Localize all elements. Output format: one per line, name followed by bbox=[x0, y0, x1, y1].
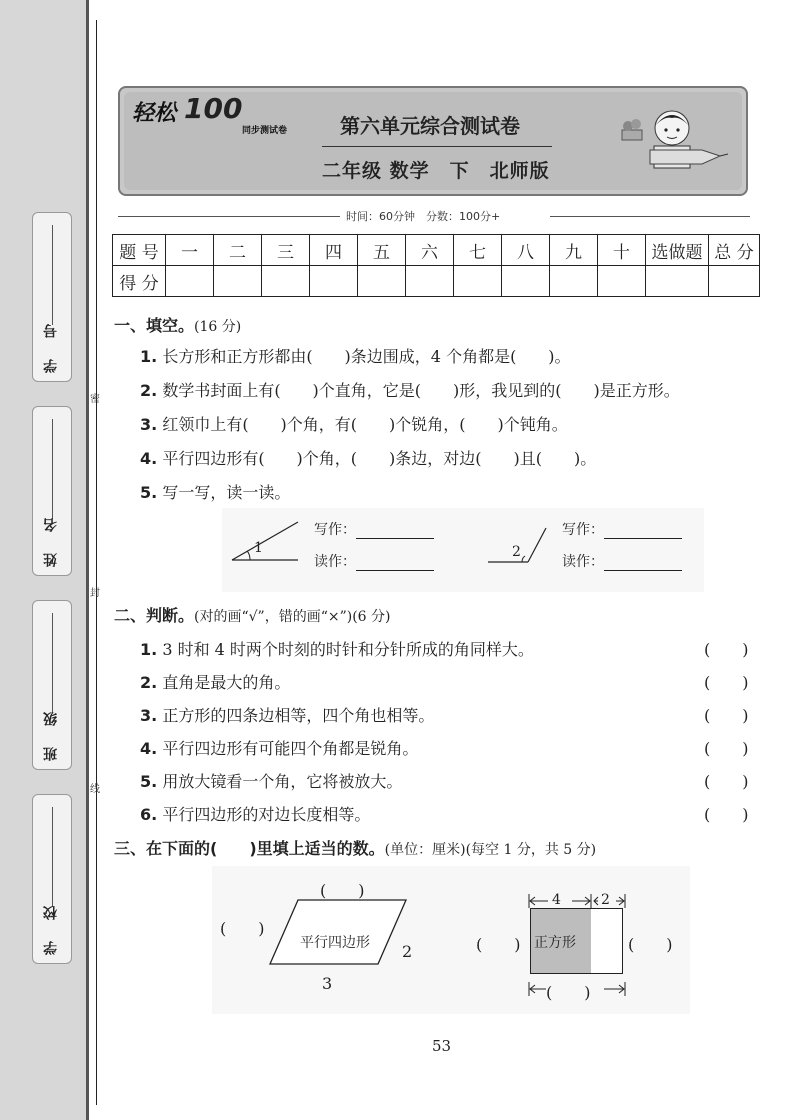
write-label: 写作： bbox=[562, 522, 604, 538]
table-cell: 一 bbox=[166, 235, 214, 266]
answer-line[interactable] bbox=[604, 524, 682, 539]
top-left-length: 4 bbox=[552, 892, 561, 908]
table-cell: 八 bbox=[502, 235, 550, 266]
score-input-cell[interactable] bbox=[598, 266, 646, 297]
fill-line bbox=[52, 613, 53, 713]
top-dimension-arrows bbox=[528, 894, 626, 908]
parallelogram-top-answer[interactable]: ( ) bbox=[320, 881, 365, 900]
table-cell: 二 bbox=[214, 235, 262, 266]
question-text: 平行四边形有( )个角，( )条边，对边( )且( )。 bbox=[162, 449, 597, 468]
student-reading-icon bbox=[620, 102, 730, 182]
question-1-5 bbox=[140, 480, 290, 503]
write-label: 写作： bbox=[314, 522, 356, 538]
score-input-cell[interactable] bbox=[214, 266, 262, 297]
angle-2-write[interactable] bbox=[562, 519, 682, 539]
score-table bbox=[112, 234, 760, 297]
timeline-rule-right bbox=[550, 216, 750, 217]
question-number: 5. bbox=[140, 483, 158, 502]
seal-feng: 封 bbox=[90, 588, 100, 599]
question-text: 正方形的四条边相等，四个角也相等。 bbox=[162, 706, 435, 725]
score-input-cell[interactable] bbox=[358, 266, 406, 297]
score-input-cell[interactable] bbox=[646, 266, 709, 297]
student-id-field[interactable] bbox=[32, 212, 72, 382]
table-cell: 四 bbox=[310, 235, 358, 266]
seal-mi: 密 bbox=[90, 394, 100, 405]
question-text: 长方形和正方形都由( )条边围成，4 个角都是( )。 bbox=[162, 347, 571, 366]
section-2-heading: 二、判断。 bbox=[114, 606, 195, 625]
angle-1-read[interactable] bbox=[314, 551, 434, 571]
section-2-title bbox=[114, 603, 391, 626]
question-text: 红领巾上有( )个角，有( )个锐角，( )个钝角。 bbox=[162, 415, 568, 434]
question-1-3[interactable] bbox=[140, 412, 568, 435]
question-text: 直角是最大的角。 bbox=[162, 673, 291, 692]
angle-2-read[interactable] bbox=[562, 551, 682, 571]
judge-question-6 bbox=[140, 802, 370, 825]
question-1-1[interactable] bbox=[140, 344, 571, 367]
rectangle-left-answer[interactable]: ( ) bbox=[476, 935, 521, 954]
question-number: 2. bbox=[140, 673, 158, 692]
rectangle-bottom-answer[interactable]: ( ) bbox=[546, 983, 591, 1002]
cut-line bbox=[96, 20, 97, 1105]
read-label: 读作： bbox=[314, 554, 356, 570]
question-1-2[interactable] bbox=[140, 378, 680, 401]
table-cell: 十 bbox=[598, 235, 646, 266]
field-label-school: 学 校 bbox=[43, 898, 59, 955]
remaining-region bbox=[591, 908, 623, 974]
page-subtitle: 二年级 数学 下 北师版 bbox=[322, 160, 550, 182]
logo-subtitle: 同步测试卷 bbox=[242, 126, 288, 136]
fill-line bbox=[52, 419, 53, 519]
answer-paren-4[interactable]: ( ) bbox=[704, 739, 749, 758]
score-table-score-row bbox=[113, 266, 760, 297]
section-3-title bbox=[114, 836, 596, 859]
parallelogram-side-length: 2 bbox=[402, 942, 413, 961]
judge-question-3 bbox=[140, 703, 434, 726]
answer-line[interactable] bbox=[604, 556, 682, 571]
angle-2-figure bbox=[484, 516, 554, 568]
question-number: 3. bbox=[140, 706, 158, 725]
answer-line[interactable] bbox=[356, 524, 434, 539]
answer-line[interactable] bbox=[356, 556, 434, 571]
table-cell: 七 bbox=[454, 235, 502, 266]
time-score-text: 时间：60分钟 分数：100分+ bbox=[346, 210, 501, 223]
logo-text: 轻松 bbox=[132, 101, 177, 126]
question-text: 平行四边形的对边长度相等。 bbox=[162, 805, 371, 824]
class-field[interactable] bbox=[32, 600, 72, 770]
table-cell: 得 分 bbox=[113, 266, 166, 297]
name-field[interactable] bbox=[32, 406, 72, 576]
question-number: 6. bbox=[140, 805, 158, 824]
binding-edge bbox=[86, 0, 89, 1120]
question-number: 5. bbox=[140, 772, 158, 791]
score-input-cell[interactable] bbox=[502, 266, 550, 297]
parallelogram-left-answer[interactable]: ( ) bbox=[220, 919, 265, 938]
section-2-note: (对的画“√”，错的画“×”)(6 分) bbox=[194, 609, 391, 625]
fill-line bbox=[52, 807, 53, 907]
section-3-heading: 三、在下面的( )里填上适当的数。 bbox=[114, 839, 385, 858]
parallelogram-label: 平行四边形 bbox=[300, 935, 370, 951]
score-table-header-row bbox=[113, 235, 760, 266]
answer-paren-3[interactable]: ( ) bbox=[704, 706, 749, 725]
score-input-cell[interactable] bbox=[310, 266, 358, 297]
question-text: 用放大镜看一个角，它将被放大。 bbox=[162, 772, 403, 791]
page-number: 53 bbox=[432, 1037, 452, 1055]
score-input-cell[interactable] bbox=[262, 266, 310, 297]
question-1-4[interactable] bbox=[140, 446, 596, 469]
answer-paren-6[interactable]: ( ) bbox=[704, 805, 749, 824]
square-label: 正方形 bbox=[534, 935, 576, 951]
angle-1-write[interactable] bbox=[314, 519, 434, 539]
page-title: 第六单元综合测试卷 bbox=[340, 114, 520, 138]
angle-2-label: 2 bbox=[512, 544, 521, 560]
score-input-cell[interactable] bbox=[166, 266, 214, 297]
table-cell: 总 分 bbox=[709, 235, 760, 266]
score-input-cell[interactable] bbox=[406, 266, 454, 297]
judge-question-1 bbox=[140, 637, 534, 660]
judge-question-5 bbox=[140, 769, 402, 792]
section-1-note: (16 分) bbox=[194, 319, 242, 335]
angle-1-figure bbox=[228, 516, 308, 568]
score-input-cell[interactable] bbox=[550, 266, 598, 297]
top-right-length: 2 bbox=[601, 892, 610, 908]
table-cell: 五 bbox=[358, 235, 406, 266]
question-number: 1. bbox=[140, 347, 158, 366]
answer-paren-5[interactable]: ( ) bbox=[704, 772, 749, 791]
question-text: 数学书封面上有( )个直角，它是( )形，我见到的( )是正方形。 bbox=[162, 381, 680, 400]
question-number: 4. bbox=[140, 449, 158, 468]
score-input-cell[interactable] bbox=[709, 266, 760, 297]
answer-paren-2[interactable]: ( ) bbox=[704, 673, 749, 692]
read-label: 读作： bbox=[562, 554, 604, 570]
table-cell: 三 bbox=[262, 235, 310, 266]
field-label-class: 班 级 bbox=[43, 704, 59, 761]
judge-question-4 bbox=[140, 736, 418, 759]
question-text: 写一写，读一读。 bbox=[162, 483, 291, 502]
table-cell: 九 bbox=[550, 235, 598, 266]
question-text: 平行四边形有可能四个角都是锐角。 bbox=[162, 739, 419, 758]
question-number: 4. bbox=[140, 739, 158, 758]
question-number: 2. bbox=[140, 381, 158, 400]
judge-question-2 bbox=[140, 670, 290, 693]
timeline-rule-left bbox=[118, 216, 340, 217]
table-cell: 六 bbox=[406, 235, 454, 266]
angle-1-label: 1 bbox=[254, 540, 263, 556]
question-number: 3. bbox=[140, 415, 158, 434]
parallelogram-base-length: 3 bbox=[322, 974, 333, 993]
answer-paren-1[interactable]: ( ) bbox=[704, 640, 749, 659]
school-field[interactable] bbox=[32, 794, 72, 964]
field-label-id: 学 号 bbox=[43, 316, 59, 373]
question-text: 3 时和 4 时两个时刻的时针和分针所成的角同样大。 bbox=[162, 640, 534, 659]
title-divider bbox=[322, 146, 552, 147]
question-number: 1. bbox=[140, 640, 158, 659]
seal-xian: 线 bbox=[90, 784, 100, 795]
table-cell: 题 号 bbox=[113, 235, 166, 266]
fill-line bbox=[52, 225, 53, 325]
rectangle-right-answer[interactable]: ( ) bbox=[628, 935, 673, 954]
score-input-cell[interactable] bbox=[454, 266, 502, 297]
logo-number: 100 bbox=[184, 92, 243, 125]
section-3-note: (单位：厘米)(每空 1 分，共 5 分) bbox=[384, 842, 597, 858]
exam-time-info bbox=[118, 208, 750, 224]
table-cell: 选做题 bbox=[646, 235, 709, 266]
section-1-title bbox=[114, 313, 241, 336]
section-1-heading: 一、填空。 bbox=[114, 316, 195, 335]
field-label-name: 姓 名 bbox=[43, 510, 59, 567]
